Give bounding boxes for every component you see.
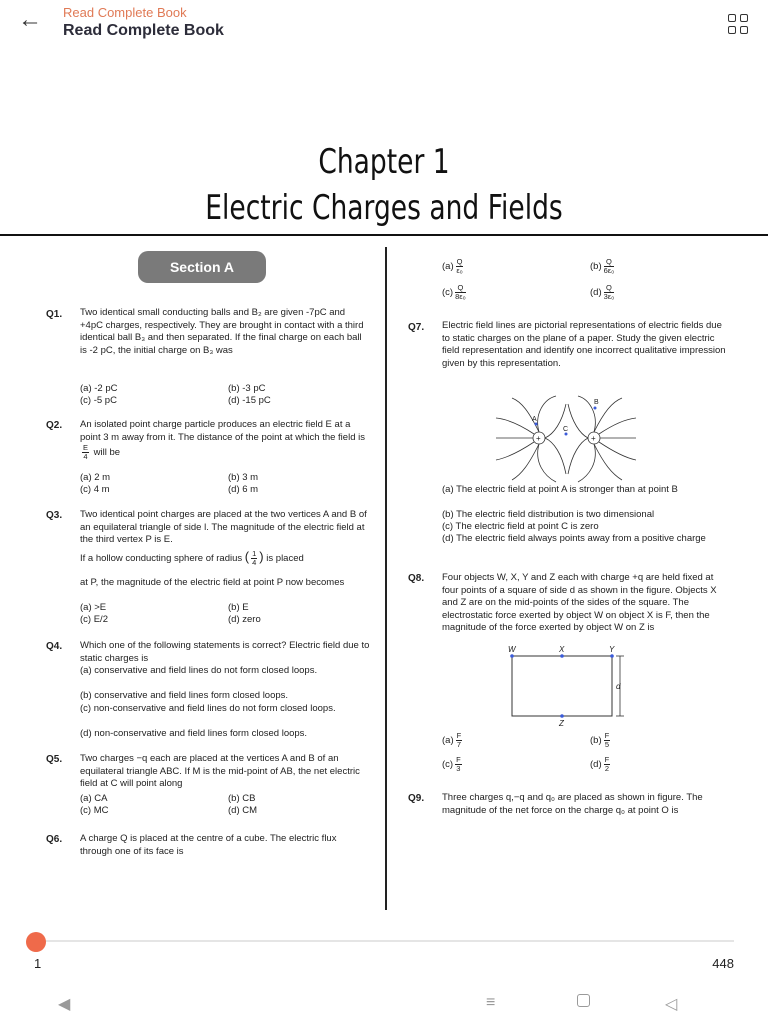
divider	[0, 234, 768, 236]
option: (b) CB	[228, 793, 256, 804]
page-title: Read Complete Book	[63, 22, 224, 39]
chapter-number: Chapter 1	[318, 142, 450, 182]
option: (c) 4 m	[80, 484, 110, 495]
option: (d) -15 pC	[228, 395, 271, 406]
svg-text:+: +	[536, 434, 541, 443]
section-badge: Section A	[138, 251, 266, 283]
question-number: Q1.	[46, 309, 63, 320]
option: (c) -5 pC	[80, 395, 117, 406]
svg-text:+: +	[591, 434, 596, 443]
option: (d) $\frac{F}{2}$	[590, 755, 610, 773]
label-x: X	[559, 646, 565, 654]
option: (d) zero	[228, 614, 261, 625]
label-b: B	[594, 399, 599, 406]
question-text: Two charges −q each are placed at the vertices A and B of an equilateral triangle ABC. If M is the mid-point of AB, the net electric field at C will point along	[80, 753, 360, 789]
question-number: Q4.	[46, 641, 63, 652]
triangle-back-icon[interactable]: ◀	[58, 996, 71, 1013]
question-text: A charge Q is placed at the centre of a cube. The electric flux through one of its face is	[80, 833, 337, 857]
option: (a) CA	[80, 793, 108, 804]
breadcrumb: Read Complete Book	[63, 5, 187, 20]
progress-track[interactable]	[36, 940, 734, 942]
column-divider	[385, 247, 387, 910]
option: (b) -3 pC	[228, 383, 266, 394]
question-number: Q5.	[46, 754, 63, 765]
total-pages: 448	[712, 956, 734, 971]
option: (c) E/2	[80, 614, 108, 625]
option: (c) The electric field at point C is zero	[442, 521, 599, 532]
question-number: Q3.	[46, 510, 63, 521]
field-lines-figure	[494, 394, 636, 484]
label-w: W	[508, 646, 516, 654]
app-header	[0, 0, 768, 52]
book-page	[0, 52, 768, 922]
current-page: 1	[34, 956, 42, 971]
question-number: Q9.	[408, 793, 425, 804]
question-text: Which one of the following statements is correct? Electric field due to static charges is	[80, 640, 370, 664]
question-text: at P, the magnitude of the electric field at point P now becomes	[80, 577, 345, 588]
square-figure	[500, 646, 640, 730]
option: (b) 3 m	[228, 472, 259, 483]
option: (c) MC	[80, 805, 109, 816]
option: (b) E	[228, 602, 249, 613]
question-number: Q2.	[46, 420, 63, 431]
reader-footer	[0, 922, 768, 1024]
option: (d) The electric field always points away from a positive charge	[442, 533, 706, 544]
question-text: Four objects W, X, Y and Z each with charge +q are held fixed at four points of a square of side d as shown in the figure. Objects X and Z are on the mid-points of the sides of the square. The electrostatic force exerted by object W on object X is F, then the magnitude of the force exerted by object W on Z is	[442, 572, 717, 633]
question-number: Q7.	[408, 322, 425, 333]
option: (d) non-conservative and field lines form closed loops.	[80, 728, 308, 739]
option: (a) $\frac{F}{7}$	[442, 731, 462, 749]
option: (c) $\frac{F}{3}$	[442, 755, 461, 773]
question-text: Two identical small conducting balls and B₂ are given -7pC and +4pC charges, respectively. They are brought in contact with a third identical ball B₃ and then separated. If the final charge on each ball is -2 pC, the initial charge on B₃ was	[80, 307, 364, 356]
label-z: Z	[559, 719, 564, 728]
question-text: Electric field lines are pictorial representations of electric fields due to static charges on the plane of a paper. Study the given electric field representation and identify one incorrect qualitative impression given by this representation.	[442, 320, 726, 369]
option: (a) conservative and field lines do not form closed loops.	[80, 665, 318, 676]
question-text: Two identical point charges are placed at the two vertices A and B of an equilateral triangle of side l. The magnitude of the electric field at the third vertex P is E.	[80, 509, 367, 545]
option: (d) CM	[228, 805, 258, 816]
option: (a) $\frac{Q}{\text{ε₀}}$	[442, 257, 463, 275]
option: (d) 6 m	[228, 484, 259, 495]
option: (a) 2 m	[80, 472, 111, 483]
label-c: C	[563, 426, 569, 433]
option: (c) non-conservative and field lines do not form closed loops.	[80, 703, 336, 714]
option: (b) The electric field distribution is two dimensional	[442, 509, 655, 520]
question-number: Q6.	[46, 834, 63, 845]
chapter-title: Electric Charges and Fields	[205, 188, 563, 228]
question-text: An isolated point charge particle produces an electric field E at a point 3 m away from it. The distance of the point at which the field is $\frac{E}{4}$ will be	[80, 419, 365, 461]
question-text: If a hollow conducting sphere of radius ( $\frac{1}{4}$ ) is placed	[80, 549, 304, 567]
back-icon[interactable]: ◁	[665, 996, 678, 1013]
recents-icon[interactable]: ≡	[486, 994, 496, 1011]
option: (b) $\frac{Q}{\text{6ε₀}}$	[590, 257, 615, 275]
option: (c) $\frac{Q}{\text{8ε₀}}$	[442, 283, 466, 301]
option: (b) $\frac{F}{5}$	[590, 731, 610, 749]
label-d: d	[616, 682, 621, 691]
option: (a) The electric field at point A is stronger than at point B	[442, 484, 678, 495]
question-text: Three charges q,−q and q₀ are placed as shown in figure. The magnitude of the net force on the charge q₀ at point O is	[442, 792, 703, 816]
home-icon[interactable]	[577, 994, 590, 1012]
label-a: A	[532, 416, 537, 423]
label-y: Y	[609, 646, 615, 654]
option: (d) $\frac{Q}{\text{3ε₀}}$	[590, 283, 615, 301]
option: (a) -2 pC	[80, 383, 118, 394]
arrow-left-icon[interactable]: ←	[18, 6, 42, 33]
option: (b) conservative and field lines form closed loops.	[80, 690, 289, 701]
question-number: Q8.	[408, 573, 425, 584]
progress-knob[interactable]	[26, 932, 46, 952]
grid-icon[interactable]	[728, 14, 750, 36]
option: (a) >E	[80, 602, 107, 613]
